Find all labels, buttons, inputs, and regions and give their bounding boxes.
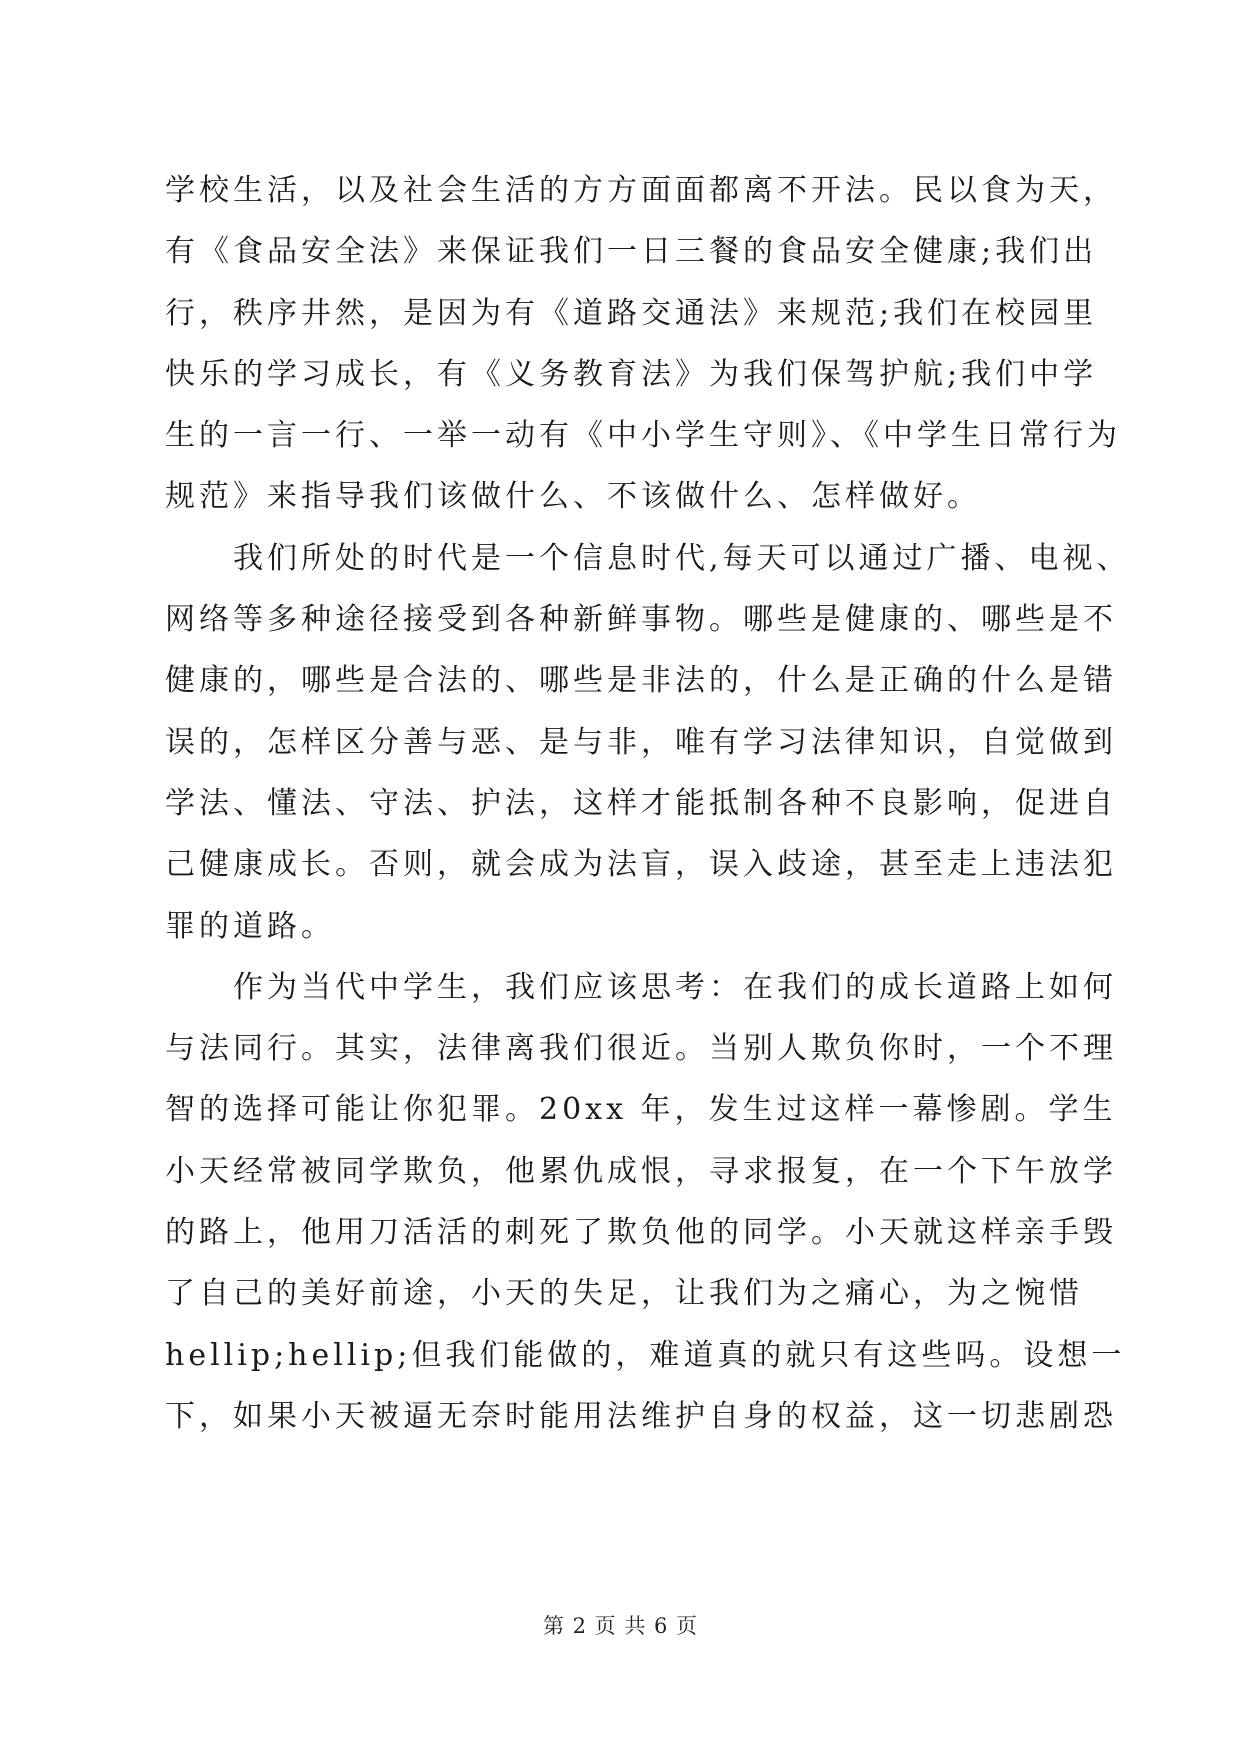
text-line: 学校生活，以及社会生活的方方面面都离不开法。民以食为天，: [165, 173, 1117, 208]
page-number-footer: 第 2 页 共 6 页: [542, 1614, 699, 1638]
document-body: [165, 160, 1131, 1447]
text-line: 网络等多种途径接受到各种新鲜事物。哪些是健康的、哪些是不: [165, 602, 1117, 638]
text-line: 健康的，哪些是合法的、哪些是非法的，什么是正确的什么是错: [165, 663, 1117, 699]
text-line: 了自己的美好前途，小天的失足，让我们为之痛心，为之惋惜: [165, 1276, 1083, 1312]
text-line: 作为当代中学生，我们应该思考：在我们的成长道路上如何: [165, 969, 1117, 1005]
text-line: 规范》来指导我们该做什么、不该做什么、怎样做好。: [165, 479, 981, 515]
text-line: 智的选择可能让你犯罪。20xx 年，发生过这样一幕惨剧。学生: [165, 1092, 1117, 1128]
text-line: 学法、懂法、守法、护法，这样才能抵制各种不良影响，促进自: [165, 785, 1117, 821]
text-line: 行，秩序井然，是因为有《道路交通法》来规范;我们在校园里: [165, 295, 1098, 331]
text-line: 小天经常被同学欺负，他累仇成恨，寻求报复，在一个下午放学: [165, 1153, 1117, 1189]
text-line: 误的，怎样区分善与恶、是与非，唯有学习法律知识，自觉做到: [165, 724, 1117, 760]
text-line: 我们所处的时代是一个信息时代,每天可以通过广播、电视、: [165, 540, 1131, 576]
text-line: 下，如果小天被逼无奈时能用法维护自身的权益，这一切悲剧恐: [165, 1398, 1117, 1434]
text-line: 己健康成长。否则，就会成为法盲，误入歧途，甚至走上违法犯: [165, 847, 1117, 883]
text-line: 与法同行。其实，法律离我们很近。当别人欺负你时，一个不理: [165, 1031, 1117, 1067]
text-line: 快乐的学习成长，有《义务教育法》为我们保驾护航;我们中学: [165, 356, 1098, 392]
text-line: 罪的道路。: [165, 908, 335, 944]
text-line: 生的一言一行、一举一动有《中小学生守则》、《中学生日常行为: [165, 418, 1121, 454]
text-line: 有《食品安全法》来保证我们一日三餐的食品安全健康;我们出: [165, 234, 1098, 270]
text-line: 的路上，他用刀活活的刺死了欺负他的同学。小天就这样亲手毁: [165, 1215, 1117, 1251]
text-line: hellip;hellip;但我们能做的，难道真的就只有这些吗。设想一: [165, 1337, 1126, 1373]
